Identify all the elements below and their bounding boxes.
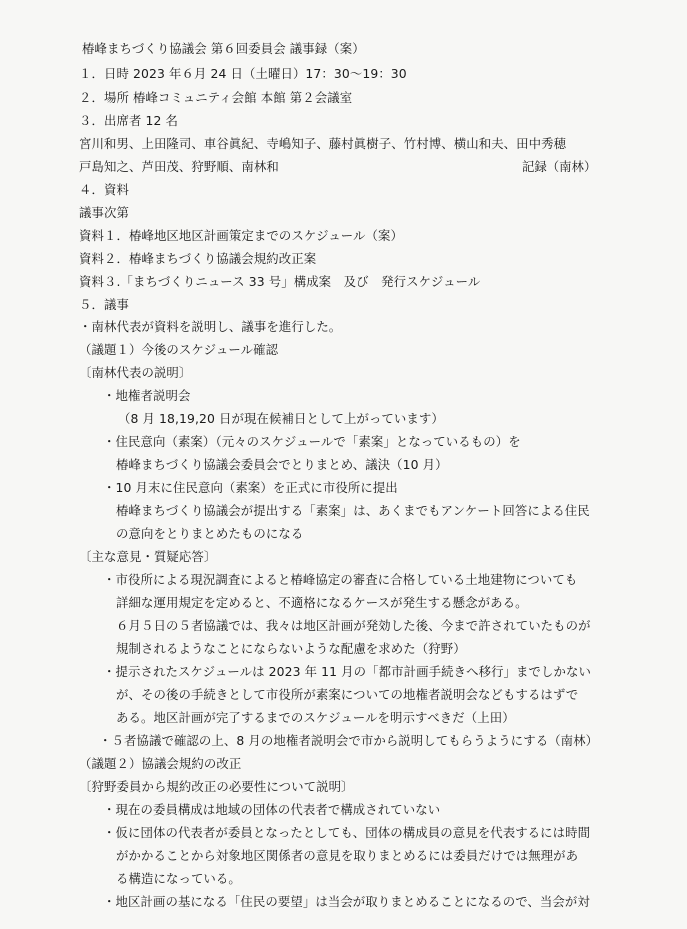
agenda-item-1: （議題１）今後のスケジュール確認 (79, 342, 279, 357)
subsection-bylaw-explanation: 〔狩野委員から規約改正の必要性について説明〕 (79, 779, 354, 794)
bullet-text: （8 月 18,19,20 日が現在候補日として上がっています） (118, 411, 444, 426)
attendee-names-1: 宮川和男、上田隆司、車谷眞紀、寺嶋知子、藤村眞樹子、竹村博、横山和夫、田中秀穂 (79, 136, 567, 151)
section-materials: ４．資料 (79, 182, 129, 197)
proceedings-intro: ・南林代表が資料を説明し、議事を進行した。 (79, 319, 342, 334)
bullet-text: の意向をとりまとめたものになる (116, 526, 304, 541)
bullet-text: ・地権者説明会 (103, 388, 191, 403)
agenda-item-2: （議題２）協議会規約の改正 (79, 756, 242, 771)
material-2: 資料２．椿峰まちづくり協議会規約改正案 (79, 251, 317, 266)
bullet-text: ・仮に団体の代表者が委員となったとしても、団体の構成員の意見を代表するには時間 (103, 825, 591, 840)
attendee-count: ３．出席者 12 名 (79, 113, 178, 128)
subsection-qa: 〔主な意見・質疑応答〕 (79, 549, 217, 564)
bullet-text: ・市役所による現況調査によると椿峰協定の審査に合格している土地建物についても (103, 572, 578, 587)
section-proceedings: ５．議事 (79, 297, 129, 312)
bullet-text: が、その後の手続きとして市役所が素案についての地権者説明会などもするはずで (116, 687, 579, 702)
meeting-place: ２．場所 椿峰コミュニティ会館 本館 第２会議室 (79, 90, 353, 105)
bullet-text: ・５者協議で確認の上、8 月の地権者説明会で市から説明してもらうようにする（南林） (99, 733, 599, 748)
document-title: 椿峰まちづくり協議会 第６回委員会 議事録（案） (82, 41, 365, 56)
bullet-text: ・提示されたスケジュールは 2023 年 11 月の「都市計画手続きへ移行」までしかない (103, 664, 591, 679)
material-agenda: 議事次第 (79, 205, 129, 220)
bullet-text: ６月５日の５者協議では、我々は地区計画が発効した後、今まで許されていたものが (116, 618, 591, 633)
subsection-explanation: 〔南林代表の説明〕 (79, 365, 192, 380)
bullet-text: がかかることから対象地区関係者の意見を取りまとめるには委員だけでは無理があ (116, 848, 579, 863)
bullet-text: る構造になっている。 (116, 871, 241, 886)
bullet-text: 規制されるようなことにならないような配慮を求めた（狩野） (116, 641, 466, 656)
bullet-text: ある。地区計画が完了するまでのスケジュールを明示すべきだ（上田） (116, 710, 515, 725)
bullet-text: 椿峰まちづくり協議会委員会でとりまとめ、議決（10 月） (116, 457, 448, 472)
material-3: 資料３.「まちづくりニュース 33 号」構成案 及び 発行スケジュール (79, 274, 481, 289)
bullet-text: ・地区計画の基になる「住民の要望」は当会が取りまとめることになるので、当会が対 (103, 894, 590, 909)
bullet-text: 詳細な運用規定を定めると、不適格になるケースが発生する懸念がある。 (116, 595, 528, 610)
bullet-text: 椿峰まちづくり協議会が提出する「素案」は、あくまでもアンケート回答による住民 (116, 503, 590, 518)
bullet-text: ・10 月末に住民意向（素案）を正式に市役所に提出 (103, 480, 398, 495)
meeting-date: １．日時 2023 年６月 24 日（土曜日）17：30〜19：30 (79, 66, 407, 81)
bullet-text: ・住民意向（素案）（元々のスケジュールで「素案」となっているもの）を (103, 434, 521, 449)
attendee-names-2: 戸島知之、芦田茂、狩野順、南林和 (79, 159, 279, 174)
recorder-note: 記録（南林） (522, 159, 597, 174)
bullet-text: ・現在の委員構成は地域の団体の代表者で構成されていない (103, 802, 441, 817)
material-1: 資料１．椿峰地区地区計画策定までのスケジュール（案） (79, 228, 404, 243)
